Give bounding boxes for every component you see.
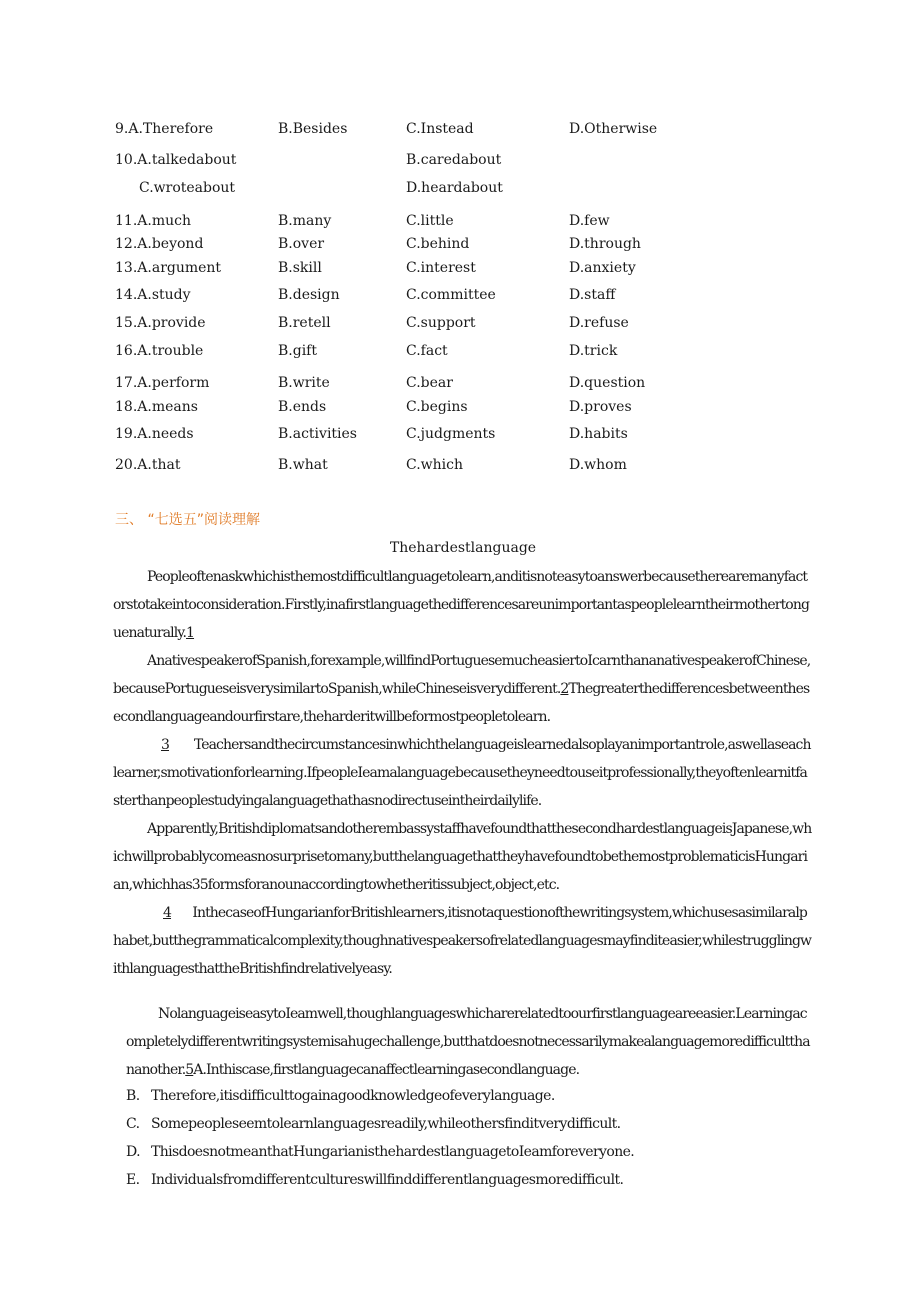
paragraph-1: Peopleoftenaskwhichisthemostdifficultlanguagetolearn,anditisnoteasytoanswerbecausetherearemanyfactorstotakeintoconsideration.Firstly,inafirstlanguagethedifferencesareunimportantaspeoplelearntheirmothertonguenaturally.1 <box>113 569 810 641</box>
paragraph-3: 3 Teachersandthecircumstancesinwhichthelanguageislearnedalsoplayanimportantrole,aswellaseachlearner,smotivationforlearning.IfpeopleIeamalanguagebecausetheyneedtouseitprofessionally,theyoftenlearnitfasterthanpeoplestudyingalanguagethathasnodirectuseintheirdailylife. <box>113 737 811 809</box>
blank-2: 2 <box>560 681 569 697</box>
choice-b: B. Therefore,itisdifficulttogainagoodknowledgeofeverylanguage. <box>126 1088 555 1104</box>
blank-3: 3 <box>161 737 170 753</box>
question-10-options-line1 <box>0 149 920 171</box>
paragraph-4: Apparently,BritishdiplomatsandotherembassystaffhavefoundthatthesecondhardestlanguageisJapanese,whichwillprobablycomeasnosurprisetomany,butthelanguagethattheyhavefoundtobethemostproblematicisHungarian,whichhas35formsforanounaccordingtowhetheritissubject,object,etc. <box>113 821 812 893</box>
option-d: D.Otherwise <box>569 121 658 137</box>
section-heading: 三、 “七选五”阅读理解 <box>115 512 260 528</box>
question-20-options <box>0 454 920 476</box>
option-d: D.habits <box>569 426 628 442</box>
paragraph-6: NolanguageiseasytoIeamwell,thoughlanguageswhicharerelatedtoourfirstlanguageareeasier.Learningacompletelydifferentwritingsystemisahugechallenge,butthatdoesnotnecessarilymakealanguagemoredifficultthananother.5A.Inthiscase,firstlanguagecanaffectlearningasecondlanguage. <box>126 1006 810 1078</box>
option-a: 12.A.beyond <box>115 236 204 252</box>
option-c: C.committee <box>406 287 496 303</box>
option-b: B.skill <box>278 260 322 276</box>
option-a: 19.A.needs <box>115 426 194 442</box>
blank-4: 4 <box>163 905 172 921</box>
option-a: 10.A.talkedabout <box>115 152 237 168</box>
blank-1: 1 <box>186 625 195 641</box>
option-c: C.fact <box>406 343 448 359</box>
choice-e: E. Individualsfromdifferentcultureswillfinddifferentlanguagesmoredifficult. <box>126 1172 624 1188</box>
option-a: 20.A.that <box>115 457 181 473</box>
question-15-options <box>0 312 920 334</box>
option-d: D.proves <box>569 399 632 415</box>
option-c: C.support <box>406 315 476 331</box>
option-b: B.design <box>278 287 340 303</box>
question-12-options <box>0 233 920 255</box>
option-d: D.refuse <box>569 315 629 331</box>
option-d: D.trick <box>569 343 618 359</box>
option-b: B.what <box>278 457 328 473</box>
choice-d: D. ThisdoesnotmeanthatHungarianisthehardestlanguagetoIeamforeveryone. <box>126 1144 635 1160</box>
question-11-options <box>0 210 920 232</box>
option-c: C.wroteabout <box>139 180 236 196</box>
question-17-options <box>0 372 920 394</box>
option-a: 18.A.means <box>115 399 198 415</box>
option-a: 17.A.perform <box>115 375 210 391</box>
option-d: D.through <box>569 236 641 252</box>
passage-title: Thehardestlanguage <box>389 540 537 556</box>
option-d: D.whom <box>569 457 627 473</box>
option-c: C.interest <box>406 260 476 276</box>
paragraph-2: AnativespeakerofSpanish,forexample,willfindPortuguesemucheasiertoIcarnthananativespeakerofChinese,becausePortugueseisverysimilartoSpanish,whileChineseisverydifferent.2Thegreaterthedifferencesbetweenthesecondlanguageandourfirstare,theharderitwillbeformostpeopletolearn. <box>113 653 811 725</box>
question-16-options <box>0 340 920 362</box>
paragraph-5: 4 InthecaseofHungarianforBritishlearners,itisnotaquestionofthewritingsystem,whichusesasimilaralphabet,butthegrammaticalcomplexity,thoughnativespeakersofrelatedlanguagesmayfinditeasier,whilestrugglingwithlanguagesthattheBritishfindrelativelyeasy. <box>113 905 812 977</box>
option-d: D.heardabout <box>406 180 503 196</box>
option-d: D.few <box>569 213 610 229</box>
option-b: B.many <box>278 213 332 229</box>
option-c: C.judgments <box>406 426 496 442</box>
option-c: C.bear <box>406 375 453 391</box>
option-b: B.ends <box>278 399 327 415</box>
option-b: B.activities <box>278 426 357 442</box>
option-b: B.over <box>278 236 325 252</box>
option-a: 15.A.provide <box>115 315 206 331</box>
question-13-options <box>0 257 920 279</box>
option-a: 9.A.Therefore <box>115 121 214 137</box>
question-19-options <box>0 423 920 445</box>
option-b: B.caredabout <box>406 152 502 168</box>
option-b: B.Besides <box>278 121 348 137</box>
option-c: C.which <box>406 457 463 473</box>
question-18-options <box>0 396 920 418</box>
question-14-options <box>0 284 920 306</box>
option-a: 16.A.trouble <box>115 343 204 359</box>
option-d: D.staff <box>569 287 616 303</box>
question-10-options-line2 <box>0 177 920 199</box>
option-c: C.Instead <box>406 121 474 137</box>
question-9-options <box>0 118 920 140</box>
option-d: D.question <box>569 375 646 391</box>
choice-c: C. Somepeopleseemtolearnlanguagesreadily,whileothersfinditverydifficult. <box>126 1116 621 1132</box>
option-a: 11.A.much <box>115 213 191 229</box>
option-c: C.behind <box>406 236 470 252</box>
option-b: B.write <box>278 375 330 391</box>
option-c: C.little <box>406 213 454 229</box>
option-b: B.gift <box>278 343 317 359</box>
option-b: B.retell <box>278 315 331 331</box>
option-a: 13.A.argument <box>115 260 222 276</box>
blank-5: 5 <box>185 1062 194 1078</box>
option-d: D.anxiety <box>569 260 636 276</box>
option-a: 14.A.study <box>115 287 191 303</box>
option-c: C.begins <box>406 399 468 415</box>
